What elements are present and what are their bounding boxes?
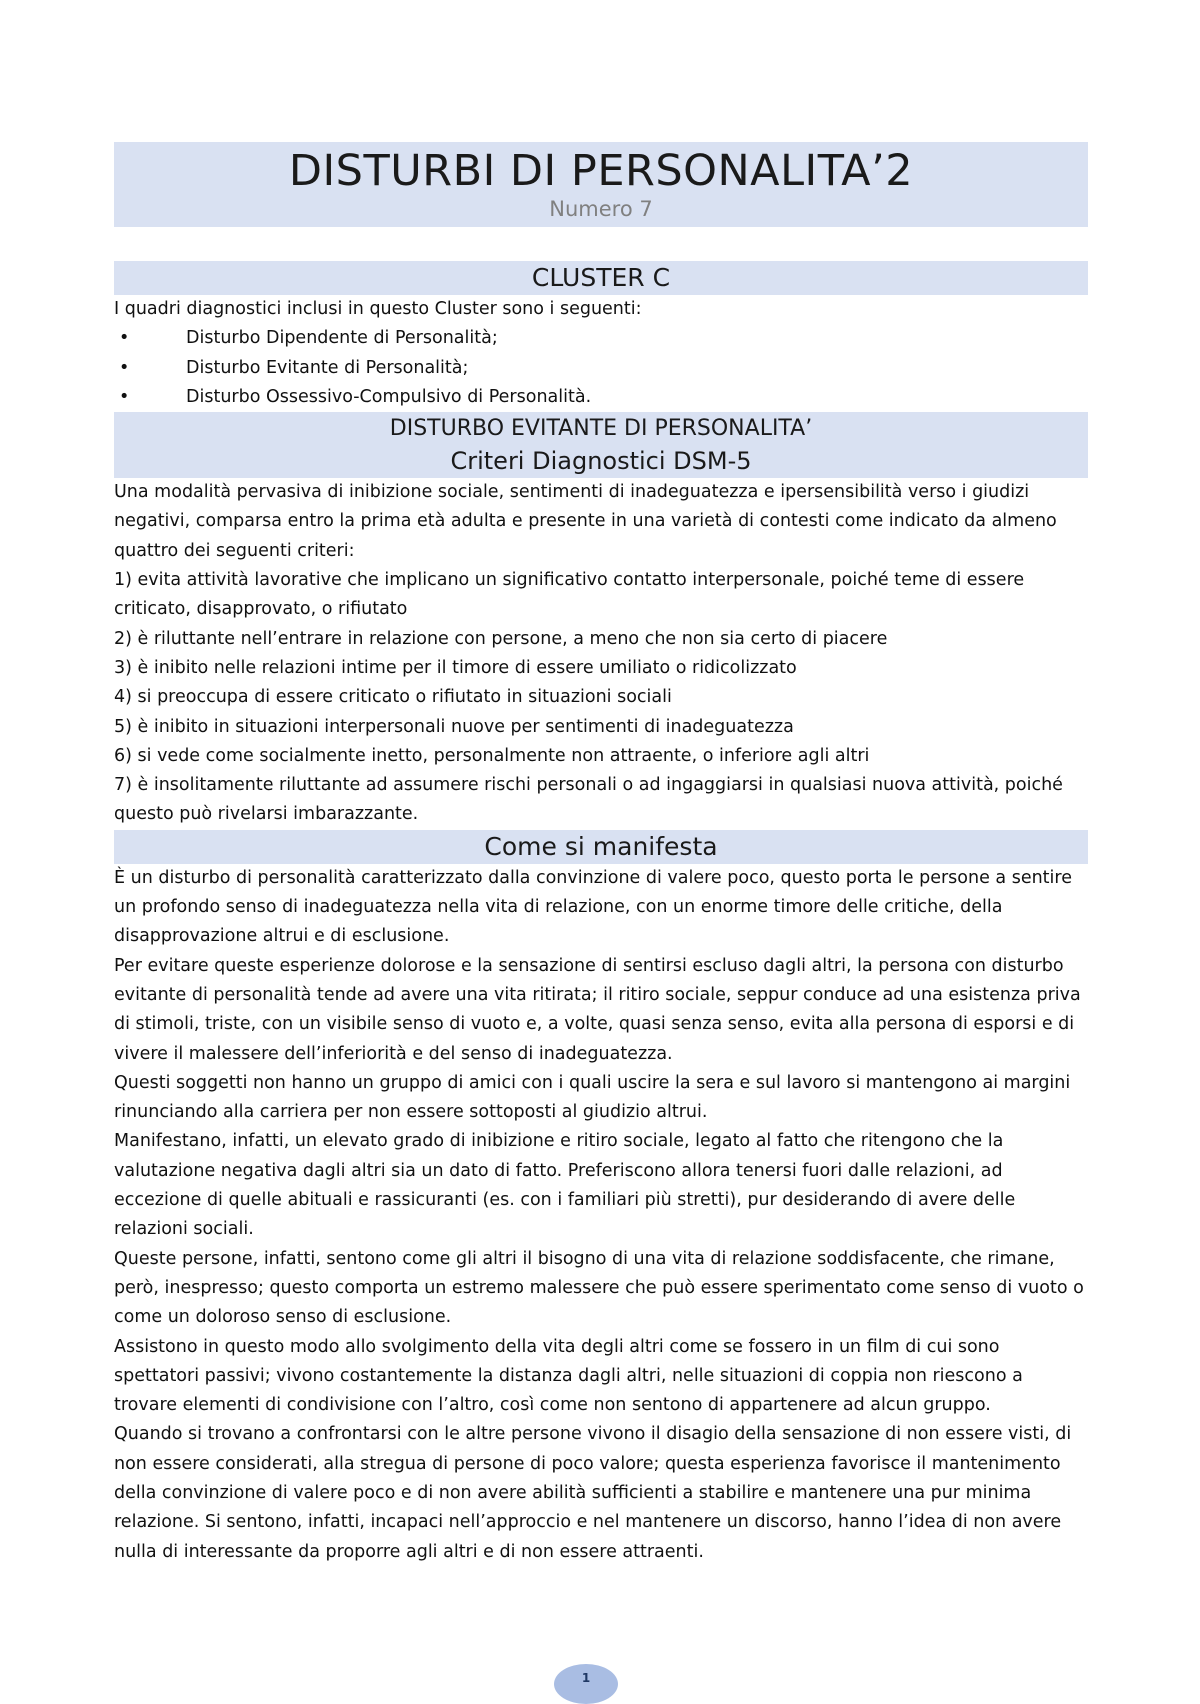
cluster-list [114,324,1088,412]
title-block [114,142,1088,227]
manifest-heading: Come si manifesta [114,830,1088,864]
cluster-intro: I quadri diagnostici inclusi in questo Cluster sono i seguenti: [114,299,642,319]
criterion-item: 5) è inibito in situazioni interpersonali nuove per sentimenti di inadeguatezza [114,716,794,737]
criterion-item: 4) si preoccupa di essere criticato o rifiutato in situazioni sociali [114,687,672,708]
body-paragraph: È un disturbo di personalità caratterizzato dalla convinzione di valere poco, questo porta le persone a sentire un profondo senso di inadeguatezza nella vita di relazione, con un enorme timore delle critiche, della disapprovazione altrui e di esclusione. [114,867,1072,947]
list-item-text: Disturbo Evitante di Personalità; [186,357,469,378]
body-paragraph: Manifestano, infatti, un elevato grado di inibizione e ritiro sociale, legato al fatto che ritengono che la valutazione negativa dagli altri sia un dato di fatto. Preferiscono allora tenersi fuori dalle relazioni, ad eccezione di quelle abituali e rassicuranti (es. con i familiari più stretti), pur desiderando di avere delle relazioni sociali. [114,1131,1016,1240]
bullet-icon: • [119,357,130,378]
criterion-item: 1) evita attività lavorative che implicano un significativo contatto interpersonale, poiché teme di essere criticato, disapprovato, o rifiutato [114,570,1025,620]
criteria-section [114,478,1088,830]
document-subtitle: Numero 7 [549,197,653,221]
criteria-heading-line2: Criteri Diagnostici DSM-5 [450,447,752,476]
page-number: 1 [554,1664,618,1704]
manifest-section [114,864,1088,1567]
body-paragraph: Per evitare queste esperienze dolorose e la sensazione di sentirsi escluso dagli altri, la persona con disturbo evitante di personalità tende ad avere una vita ritirata; il ritiro sociale, seppur conduce ad una esistenza priva di stimoli, triste, con un visibile senso di vuoto e, a volte, quasi senza senso, evita alla persona di esporsi e di vivere il malessere dell’inferiorità e del senso di inadeguatezza. [114,955,1081,1064]
cluster-heading: CLUSTER C [114,261,1088,295]
bullet-icon: • [119,386,130,407]
body-paragraph: Assistono in questo modo allo svolgimento della vita degli altri come se fossero in un film di cui sono spettatori passivi; vivono costantemente la distanza dagli altri, nelle situazioni di coppia non riescono a trovare elementi di condivisione con l’altro, così come non sentono di appartenere ad alcun gruppo. [114,1336,1023,1416]
criteria-intro: Una modalità pervasiva di inibizione sociale, sentimenti di inadeguatezza e ipersensibilità verso i giudizi negativi, comparsa entro la prima età adulta e presente in una varietà di contesti come indicato da almeno quattro dei seguenti criteri: [114,482,1057,561]
list-item [114,383,1088,412]
body-paragraph: Queste persone, infatti, sentono come gli altri il bisogno di una vita di relazione soddisfacente, che rimane, però, inespresso; questo comporta un estremo malessere che può essere sperimentato come senso di vuoto o come un doloroso senso di esclusione. [114,1248,1084,1328]
bullet-icon: • [119,328,130,349]
criterion-item: 7) è insolitamente riluttante ad assumere rischi personali o ad ingaggiarsi in qualsiasi nuova attività, poiché questo può rivelarsi imbarazzante. [114,775,1063,825]
criterion-item: 3) è inibito nelle relazioni intime per il timore di essere umiliato o ridicolizzato [114,657,797,678]
document-page [114,142,1088,1567]
body-paragraph: Questi soggetti non hanno un gruppo di amici con i quali uscire la sera e sul lavoro si mantengono ai margini rinunciando alla carriera per non essere sottoposti al giudizio altrui. [114,1072,1071,1123]
list-item-text: Disturbo Dipendente di Personalità; [186,328,498,349]
list-item [114,324,1088,353]
criteria-heading-line1: DISTURBO EVITANTE DI PERSONALITA’ [389,416,813,442]
cluster-section [114,295,1088,412]
criterion-item: 2) è riluttante nell’entrare in relazione con persone, a meno che non sia certo di piacere [114,628,888,649]
document-title: DISTURBI DI PERSONALITA’2 [288,146,914,196]
list-item [114,354,1088,383]
body-paragraph: Quando si trovano a confrontarsi con le altre persone vivono il disagio della sensazione di non essere visti, di non essere considerati, alla stregua di persone di poco valore; questa esperienza favorisce il mantenimento della convinzione di valere poco e di non avere abilità sufficienti a stabilire e mantenere una pur minima relazione. Si sentono, infatti, incapaci nell’approccio e nel mantenere un discorso, hanno l’idea di non avere nulla di interessante da proporre agli altri e di non essere attraenti. [114,1424,1072,1562]
criterion-item: 6) si vede come socialmente inetto, personalmente non attraente, o inferiore agli altri [114,745,870,766]
list-item-text: Disturbo Ossessivo-Compulsivo di Personalità. [186,386,592,407]
criteria-heading [114,412,1088,478]
